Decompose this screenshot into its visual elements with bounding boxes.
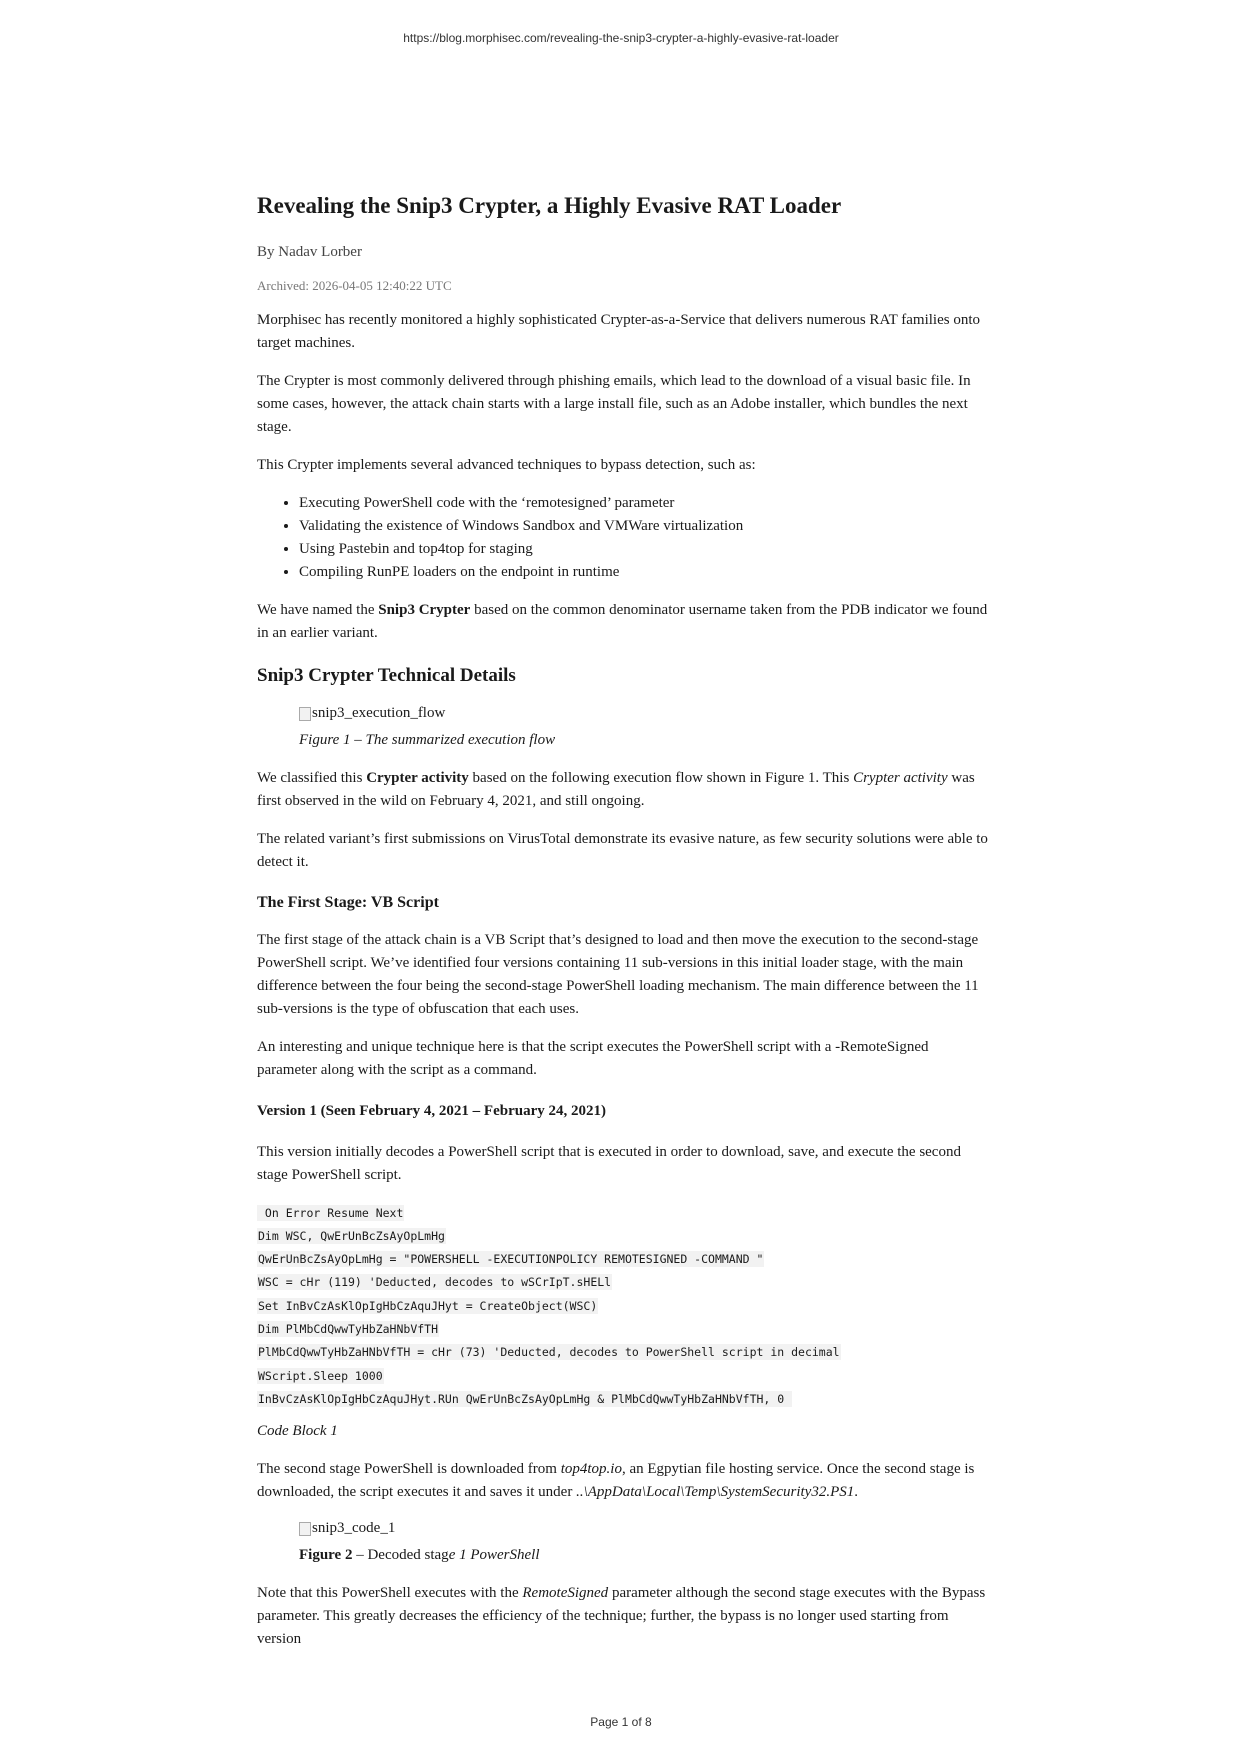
page-number: Page 1 of 8 xyxy=(590,1715,652,1729)
code-line: On Error Resume Next xyxy=(258,1205,404,1220)
techniques-list xyxy=(257,492,991,584)
code-line: Dim PlMbCdQwwTyHbZaHNbVfTH xyxy=(258,1321,439,1336)
download-paragraph: The second stage PowerShell is downloaded from top4top.io, an Egpytian file hosting service. Once the second stage is downloaded, the script executes it and saves it under ..\AppData\Local\Temp\SystemSecurity32.PS1. xyxy=(257,1461,975,1501)
code-caption: Code Block 1 xyxy=(257,1423,338,1440)
code-line: QwErUnBcZsAyOpLmHg = "POWERSHELL -EXECUTIONPOLICY REMOTESIGNED -COMMAND " xyxy=(258,1252,764,1267)
code-line: WScript.Sleep 1000 xyxy=(258,1368,383,1383)
code-line: InBvCzAsKlOpIgHbCzAquJHyt.RUn QwErUnBcZsAyOpLmHg & PlMbCdQwwTyHbZaHNbVfTH, 0 xyxy=(258,1391,792,1406)
intro-paragraph: Morphisec has recently monitored a highly sophisticated Crypter-as-a-Service that delivers numerous RAT families onto target machines. xyxy=(257,312,980,351)
list-item: • Validating the existence of Windows Sandbox and VMWare virtualization xyxy=(299,515,991,538)
section-heading: Snip3 Crypter Technical Details xyxy=(257,665,516,686)
broken-image: snip3_code_1 xyxy=(299,1517,395,1540)
list-item: • Compiling RunPE loaders on the endpoint in runtime xyxy=(299,561,991,584)
figure-decoded-stage xyxy=(299,1517,991,1567)
list-item: • Using Pastebin and top4top for staging xyxy=(299,538,991,561)
code-line: PlMbCdQwwTyHbZaHNbVfTH = cHr (73) 'Deducted, decodes to PowerShell script in decimal xyxy=(258,1345,840,1360)
broken-image-icon xyxy=(299,1522,311,1536)
figure-caption: Figure 2 – Decoded stage 1 PowerShell xyxy=(299,1546,540,1563)
code-line: WSC = cHr (119) 'Deducted, decodes to wSCrIpT.sHELl xyxy=(258,1275,612,1290)
classified-paragraph: We classified this Crypter activity based on the following execution flow shown in Figure 1. This Crypter activity was first observed in the wild on February 4, 2021, and still ongoing. xyxy=(257,769,975,809)
code-line: Set InBvCzAsKlOpIgHbCzAquJHyt = CreateObject(WSC) xyxy=(258,1298,598,1313)
archived-timestamp: Archived: 2026-04-05 12:40:22 UTC xyxy=(257,278,452,293)
intro-paragraph: The Crypter is most commonly delivered through phishing emails, which lead to the download of a visual basic file. In some cases, however, the attack chain starts with a large install file, such as an Adobe installer, which bundles the next stage. xyxy=(257,373,971,435)
author-byline: By Nadav Lorber xyxy=(257,244,362,260)
virustotal-paragraph: The related variant’s first submissions on VirusTotal demonstrate its evasive nature, as few security solutions were able to detect it. xyxy=(257,830,988,870)
article-title: Revealing the Snip3 Crypter, a Highly Evasive RAT Loader xyxy=(257,193,842,218)
code-block xyxy=(257,1202,991,1412)
article xyxy=(257,188,991,1651)
broken-image: snip3_execution_flow xyxy=(299,702,445,725)
note-paragraph: Note that this PowerShell executes with the RemoteSigned parameter although the second stage executes with the Bypass parameter. This greatly decreases the efficiency of the technique; further, the bypass is no longer used starting from version xyxy=(257,1584,986,1647)
version-paragraph: This version initially decodes a PowerShell script that is executed in order to download, save, and execute the second stage PowerShell script. xyxy=(257,1143,961,1183)
first-stage-paragraph: An interesting and unique technique here is that the script executes the PowerShell script with a -RemoteSigned parameter along with the script as a command. xyxy=(257,1038,929,1078)
intro-paragraph: This Crypter implements several advanced techniques to bypass detection, such as: xyxy=(257,457,756,473)
figure-execution-flow xyxy=(299,702,991,752)
list-item: • Executing PowerShell code with the ‘remotesigned’ parameter xyxy=(299,492,991,515)
version-heading: Version 1 (Seen February 4, 2021 – February 24, 2021) xyxy=(257,1102,606,1119)
figure-caption: Figure 1 – The summarized execution flow xyxy=(299,731,556,748)
broken-image-icon xyxy=(299,707,311,721)
subsection-heading: The First Stage: VB Script xyxy=(257,893,439,911)
naming-paragraph: We have named the Snip3 Crypter based on the common denominator username taken from the PDB indicator we found in an earlier variant. xyxy=(257,602,988,641)
code-line: Dim WSC, QwErUnBcZsAyOpLmHg xyxy=(258,1228,445,1243)
first-stage-paragraph: The first stage of the attack chain is a VB Script that’s designed to load and then move the execution to the second-stage PowerShell script. We’ve identified four versions containing 11 sub-versions in this initial loader stage, with the main difference between the four being the second-stage PowerShell loading mechanism. The main difference between the 11 sub-versions is the type of obfuscation that each uses. xyxy=(257,931,979,1017)
page-url: https://blog.morphisec.com/revealing-the-snip3-crypter-a-highly-evasive-rat-loader xyxy=(403,31,839,45)
